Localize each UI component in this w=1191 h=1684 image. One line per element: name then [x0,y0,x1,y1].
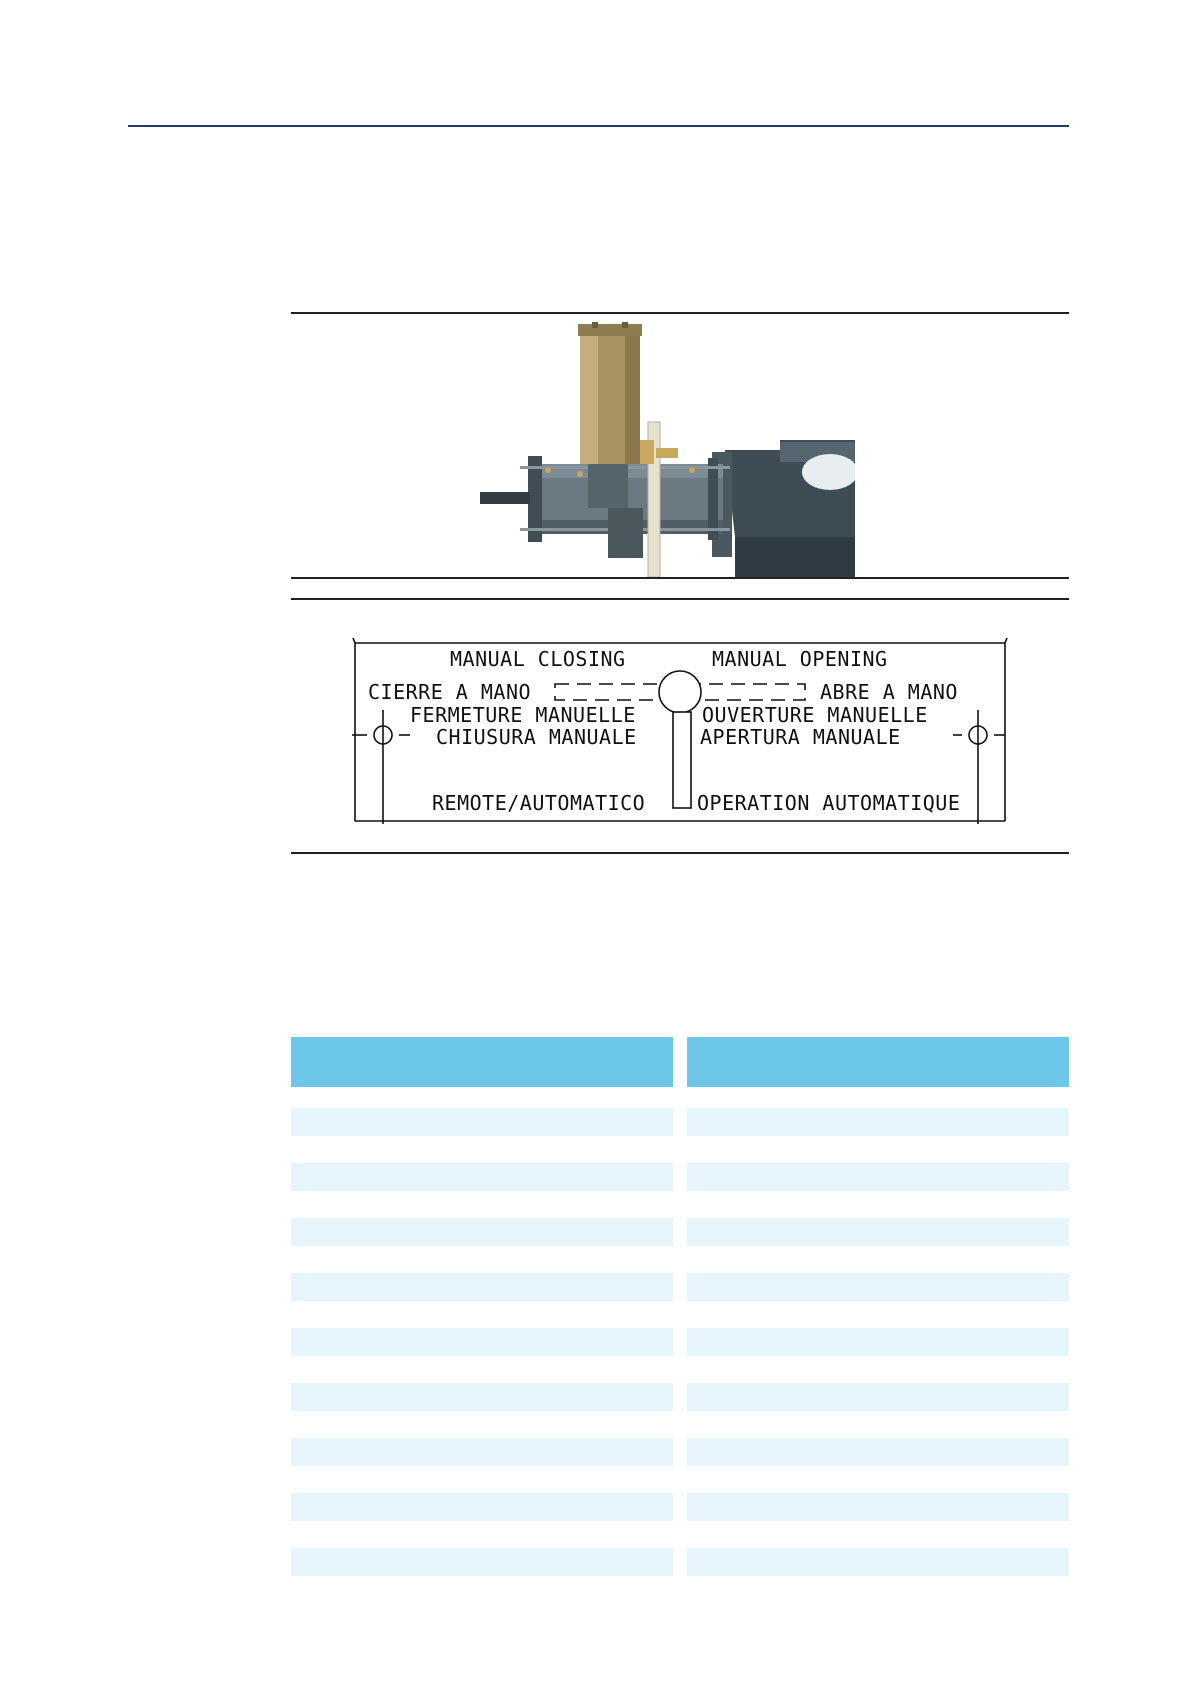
spec-table [291,1037,1069,1576]
label-remote-automatico: REMOTE/AUTOMATICO [432,791,646,815]
label-chiusura-manuale: CHIUSURA MANUALE [436,725,637,749]
table-cell [687,1328,1069,1356]
table-cell [291,1548,673,1576]
label-manual-opening: MANUAL OPENING [712,647,888,671]
table-row [291,1273,1069,1301]
table-cell [687,1163,1069,1191]
table-cell [687,1548,1069,1576]
table-row [291,1438,1069,1466]
table-row [291,1383,1069,1411]
label-fermeture-manuelle: FERMETURE MANUELLE [410,703,636,727]
table-cell [291,1493,673,1521]
table-cell [687,1493,1069,1521]
table-cell [687,1273,1069,1301]
figure-top-rule [291,312,1069,314]
photo-bottom-rule [291,577,1069,579]
table-cell [687,1108,1069,1136]
table-row [291,1218,1069,1246]
diagram-labels [350,638,1010,828]
table-cell [291,1108,673,1136]
table-cell [291,1328,673,1356]
table-row [291,1163,1069,1191]
label-manual-closing: MANUAL CLOSING [450,647,626,671]
table-cell [291,1163,673,1191]
table-cell [687,1383,1069,1411]
table-cell [687,1438,1069,1466]
diagram-bottom-rule [291,852,1069,854]
label-ouverture-manuelle: OUVERTURE MANUELLE [702,703,928,727]
header-rule [128,125,1069,127]
table-cell [291,1218,673,1246]
label-abre-a-mano: ABRE A MANO [820,680,958,704]
label-cierre-a-mano: CIERRE A MANO [368,680,532,704]
table-row [291,1108,1069,1136]
table-row [291,1328,1069,1356]
actuator-photo [480,322,855,578]
table-cell [291,1383,673,1411]
table-cell [291,1438,673,1466]
table-cell [687,1218,1069,1246]
label-operation-automatique: OPERATION AUTOMATIQUE [697,791,961,815]
label-apertura-manuale: APERTURA MANUALE [700,725,901,749]
table-header-cell [687,1037,1069,1087]
table-header-row [291,1037,1069,1087]
table-header-cell [291,1037,673,1087]
table-row [291,1493,1069,1521]
diagram-top-rule [291,598,1069,600]
table-cell [291,1273,673,1301]
table-row [291,1548,1069,1576]
